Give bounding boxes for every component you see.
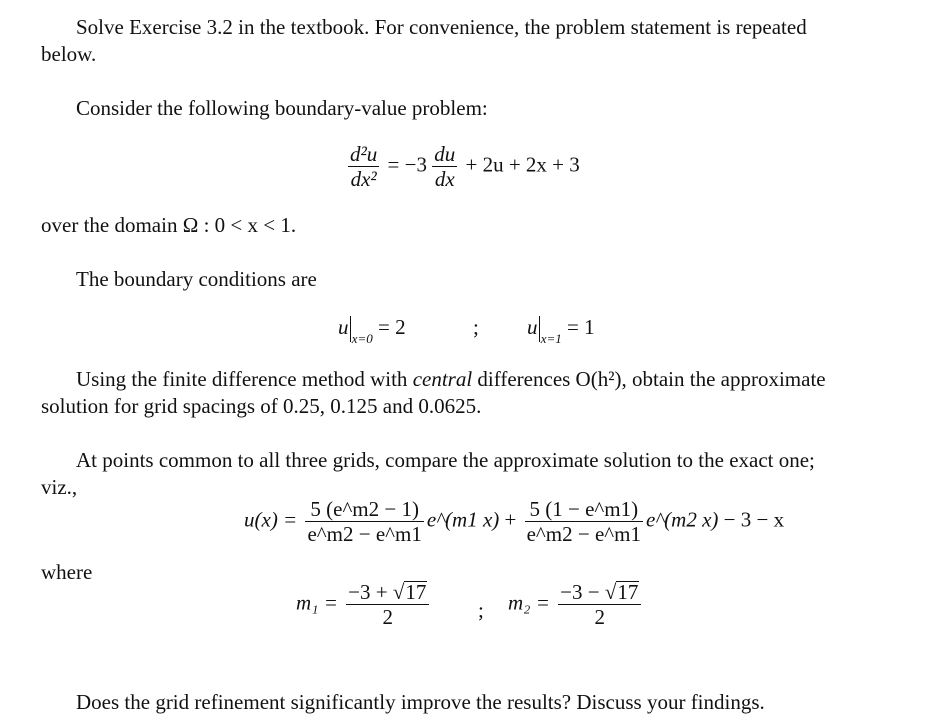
m1-num-a: −3 + <box>348 580 388 604</box>
ode-rhs-numerator: du <box>434 142 456 166</box>
m1-definition <box>296 580 432 629</box>
m2-lhs: m₂ = <box>508 590 550 615</box>
where-separator: ; <box>478 598 484 622</box>
ode-rhs-fraction <box>432 142 457 191</box>
m2-num-a: −3 − <box>560 580 600 604</box>
where-label: where <box>41 560 93 584</box>
method-line-1-b: differences O(h²), obtain the approximate <box>477 367 826 391</box>
ode-rhs-denominator: dx <box>434 167 455 191</box>
domain-statement: over the domain Ω : 0 < x < 1. <box>41 213 297 237</box>
ode-lhs-fraction <box>348 142 379 191</box>
exact-solution <box>244 497 784 546</box>
m1-sqrt-sign: √ <box>392 580 405 604</box>
exact-frac-2-den: e^m2 − e^m1 <box>526 522 641 546</box>
ode-lhs-denominator: dx² <box>350 167 377 191</box>
m2-definition <box>508 580 644 629</box>
m1-numerator <box>346 580 429 605</box>
boundary-right <box>527 315 595 347</box>
method-line-1-emphasis: central <box>412 367 473 391</box>
exact-tail: − 3 − x <box>723 507 785 532</box>
intro-line-2: below. <box>41 42 97 66</box>
ode-equals: = −3 <box>387 152 427 177</box>
compare-line-2: viz., <box>41 475 78 499</box>
boundary-left-var: u <box>338 315 349 339</box>
problem-heading: Consider the following boundary-value problem: <box>76 96 488 120</box>
exact-frac-2 <box>525 497 643 546</box>
intro-line-1: Solve Exercise 3.2 in the textbook. For convenience, the problem statement is repeated <box>76 15 807 39</box>
boundary-right-value: = 1 <box>566 315 595 339</box>
exact-plus: + <box>504 507 517 532</box>
boundary-left <box>338 315 406 347</box>
eval-bar-right <box>539 316 540 342</box>
boundary-left-sub: x=0 <box>351 331 373 346</box>
boundary-separator: ; <box>473 315 479 339</box>
method-line-2: solution for grid spacings of 0.25, 0.125 and 0.0625. <box>41 394 482 418</box>
ode-equation <box>345 142 580 191</box>
exact-frac-1-den: e^m2 − e^m1 <box>307 522 422 546</box>
m1-sqrt-arg: 17 <box>405 580 427 604</box>
exact-frac-1-num: 5 (e^m2 − 1) <box>305 497 423 522</box>
boundary-right-var: u <box>527 315 538 339</box>
m1-fraction <box>346 580 429 629</box>
exact-lhs: u(x) = <box>244 507 298 532</box>
method-line-1-a: Using the finite difference method with <box>76 367 408 391</box>
boundary-left-value: = 2 <box>377 315 406 339</box>
ode-rhs-tail: + 2u + 2x + 3 <box>465 152 580 177</box>
ode-lhs-numerator: d²u <box>350 142 378 166</box>
method-line-1 <box>76 366 826 393</box>
m2-numerator <box>558 580 641 605</box>
m1-lhs: m₁ = <box>296 590 338 615</box>
boundary-heading: The boundary conditions are <box>76 267 317 291</box>
m2-sqrt-sign: √ <box>604 580 617 604</box>
exact-frac-2-num: 5 (1 − e^m1) <box>525 497 643 522</box>
exact-exp-1: e^(m1 x) <box>426 507 500 532</box>
m2-fraction <box>558 580 641 629</box>
boundary-right-sub: x=1 <box>540 331 562 346</box>
exact-exp-2: e^(m2 x) <box>645 507 719 532</box>
m2-sqrt-arg: 17 <box>617 580 639 604</box>
m2-denominator: 2 <box>594 605 605 629</box>
exact-frac-1 <box>305 497 423 546</box>
m1-denominator: 2 <box>382 605 393 629</box>
eval-bar-left <box>350 316 351 342</box>
compare-line-1: At points common to all three grids, compare the approximate solution to the exact one; <box>76 448 815 472</box>
closing-question: Does the grid refinement significantly improve the results? Discuss your findings. <box>76 690 765 714</box>
